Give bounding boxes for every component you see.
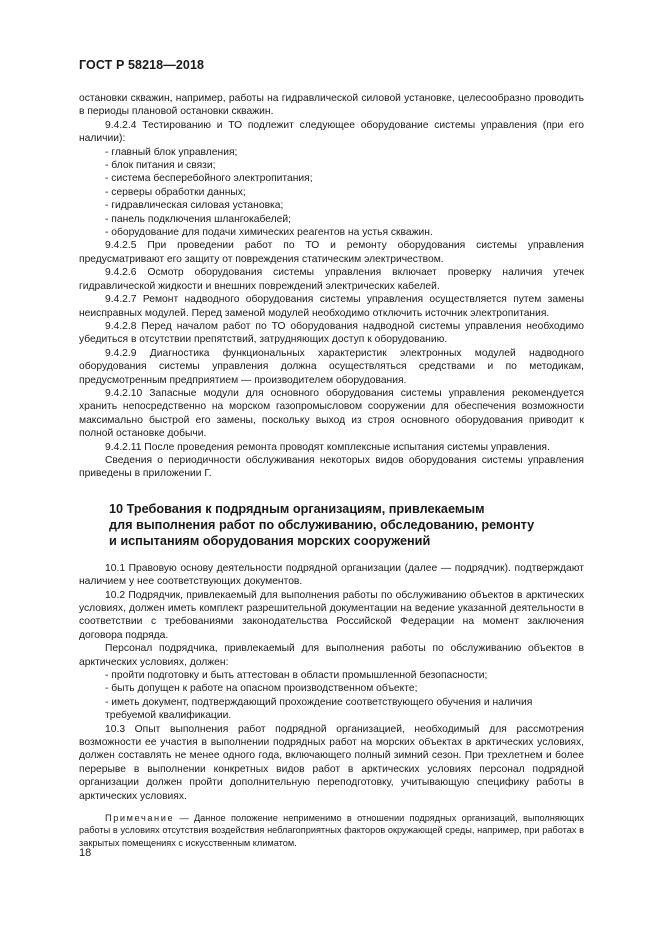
list-item: - главный блок управления;	[105, 146, 238, 158]
list-item: - панель подключения шлангокабелей;	[105, 213, 291, 225]
paragraph: остановки скважин, например, работы на гидравлической силовой установке, целесообразно проводить в периоды плановой остановки скважин.	[79, 93, 584, 118]
paragraph-10-3: 10.3 Опыт выполнения работ подрядной организацией, необходимый для рассмотрения возможности ее участия в выполнении подрядных работ на морских объектах в арктических условиях, должен составлять не менее одного года, включающего полный зимний сезон. При трехлетнем и более перерыве в выполнении конкретных видов работ в арктических условиях персонал подрядной организации должен пройти дополнительную переподготовку, учитывающую специфику работы в арктических условиях.	[79, 723, 584, 802]
page-number: 18	[79, 847, 92, 859]
document-header: ГОСТ Р 58218—2018	[79, 58, 205, 72]
paragraph-appendix-ref: Сведения о периодичности обслуживания некоторых видов оборудования системы управления приведены в приложении Г.	[79, 454, 584, 480]
document-body	[79, 92, 584, 858]
paragraph-9-4-2-4: 9.4.2.4 Тестированию и ТО подлежит следующее оборудование системы управления (при его наличии):	[79, 119, 584, 145]
paragraph-9-4-2-9: 9.4.2.9 Диагностика функциональных характеристик электронных модулей надводного оборудования системы управления должна осуществляться средствами и по методикам, предусмотренным предприятием — производителем оборудования.	[79, 347, 584, 386]
paragraph-9-4-2-11: 9.4.2.11 После проведения ремонта проводят комплексные испытания системы управления.	[105, 441, 550, 453]
heading-line: 10 Требования к подрядным организациям, привлекаемым	[109, 501, 485, 516]
paragraph-10-1: 10.1 Правовую основу деятельности подрядной организации (далее — подрядчик). подтверждают наличием у нее соответствующих документов.	[79, 562, 584, 588]
note-label: Примечание	[105, 813, 175, 824]
note	[79, 812, 584, 849]
paragraph-9-4-2-5: 9.4.2.5 При проведении работ по ТО и ремонту оборудования системы управления предусматривают его защиту от повреждения статическим электричеством.	[79, 240, 584, 265]
paragraph-9-4-2-8: 9.4.2.8 Перед началом работ по ТО оборудования надводной системы управления необходимо убедиться в отсутствии препятствий, затрудняющих доступ к оборудованию.	[79, 320, 584, 346]
list-item: - оборудование для подачи химических реагентов на устья скважин.	[105, 227, 433, 239]
list-item: - система бесперебойного электропитания;	[105, 173, 313, 185]
heading-line: для выполнения работ по обслуживанию, обследованию, ремонту	[109, 517, 535, 532]
paragraph-personnel: Персонал подрядчика, привлекаемый для выполнения работы по обслуживанию объектов в арктических условиях, должен:	[79, 643, 584, 668]
list-item: - блок питания и связи;	[105, 160, 216, 172]
list-item: - быть допущен к работе на опасном производственном объекте;	[105, 683, 418, 695]
paragraph-10-2: 10.2 Подрядчик, привлекаемый для выполнения работы по обслуживанию объектов в арктических условиях, должен иметь комплект разрешительной документации на ведение указанной деятельности в соответствии с требованиями законодательства Российской Федерации на момент заключения договора подряда.	[79, 589, 584, 641]
paragraph-9-4-2-10: 9.4.2.10 Запасные модули для основного оборудования системы управления рекомендуется хранить непосредственно на морском газопромысловом сооружении для обеспечения возможности максимально быстрой его замены, поскольку выход из строя основного оборудования приводит к полной остановке добычи.	[79, 387, 584, 440]
section-10-heading	[109, 501, 584, 549]
list-item: - пройти подготовку и быть аттестован в области промышленной безопасности;	[105, 670, 488, 682]
paragraph-9-4-2-7: 9.4.2.7 Ремонт надводного оборудования системы управления осуществляется путем замены неисправных модулей. Перед заменой модулей необходимо отключить источник электропитания.	[79, 294, 584, 319]
list-item: - серверы обработки данных;	[105, 186, 246, 198]
note-text: — Данное положение неприменимо в отношении подрядных организаций, выполняющих работы в условиях отсутствия воздействия неблагоприятных факторов окружающей среды, например, при работах в закрытых помещениях с искусственным климатом.	[79, 813, 584, 848]
paragraph-9-4-2-6: 9.4.2.6 Осмотр оборудования системы управления включает проверку наличия утечек гидравлической жидкости и внешних повреждений электрических кабелей.	[79, 267, 584, 292]
list-item: - гидравлическая силовая установка;	[105, 200, 284, 212]
heading-line: и испытаниям оборудования морских сооружений	[109, 533, 431, 548]
list-item: - иметь документ, подтверждающий прохождение соответствующего обучения и наличия требуемой квалификации.	[105, 696, 533, 722]
